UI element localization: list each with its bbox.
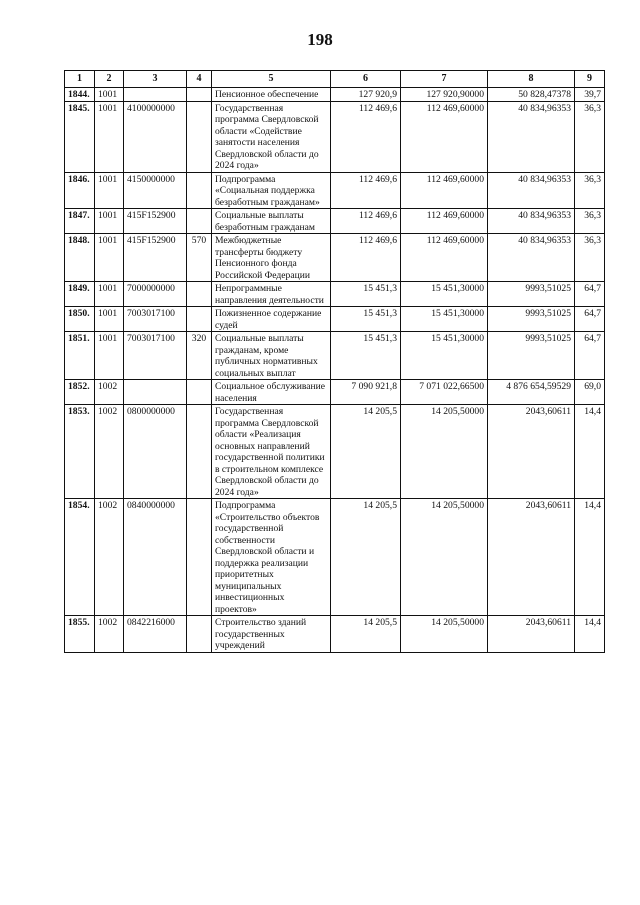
page-number: 198 (307, 30, 333, 49)
adjusted-amount: 14 205,50000 (401, 616, 488, 653)
adjusted-amount: 112 469,60000 (401, 234, 488, 282)
target-article-code: 7003017100 (124, 307, 187, 332)
table-row (65, 332, 605, 380)
table-row (65, 101, 605, 172)
executed-amount: 9993,51025 (488, 282, 575, 307)
item-name: Пожизненное содержание судей (212, 307, 331, 332)
expense-type-code (187, 380, 212, 405)
expense-type-code (187, 88, 212, 102)
row-number: 1853. (65, 405, 95, 499)
item-name: Непрограммные направления деятельности (212, 282, 331, 307)
planned-amount: 127 920,9 (331, 88, 401, 102)
table-row (65, 616, 605, 653)
section-code: 1001 (95, 101, 124, 172)
budget-table (64, 70, 605, 653)
column-header: 4 (187, 71, 212, 88)
column-header: 8 (488, 71, 575, 88)
table-row (65, 307, 605, 332)
column-header: 5 (212, 71, 331, 88)
execution-percent: 14,4 (575, 616, 605, 653)
table-row (65, 234, 605, 282)
executed-amount: 2043,60611 (488, 499, 575, 616)
item-name: Государственная программа Свердловской области «Содействие занятости населения Свердловской области до 2024 года» (212, 101, 331, 172)
planned-amount: 15 451,3 (331, 307, 401, 332)
table-row (65, 172, 605, 209)
target-article-code: 7003017100 (124, 332, 187, 380)
execution-percent: 39,7 (575, 88, 605, 102)
section-code: 1001 (95, 209, 124, 234)
execution-percent: 14,4 (575, 405, 605, 499)
row-number: 1845. (65, 101, 95, 172)
section-code: 1001 (95, 234, 124, 282)
expense-type-code (187, 282, 212, 307)
section-code: 1001 (95, 307, 124, 332)
adjusted-amount: 127 920,90000 (401, 88, 488, 102)
executed-amount: 40 834,96353 (488, 234, 575, 282)
target-article-code (124, 380, 187, 405)
header-row (65, 71, 605, 88)
expense-type-code (187, 405, 212, 499)
execution-percent: 36,3 (575, 101, 605, 172)
item-name: Социальные выплаты безработным гражданам (212, 209, 331, 234)
target-article-code: 415F152900 (124, 234, 187, 282)
column-header: 6 (331, 71, 401, 88)
section-code: 1001 (95, 88, 124, 102)
adjusted-amount: 14 205,50000 (401, 499, 488, 616)
execution-percent: 36,3 (575, 234, 605, 282)
target-article-code: 4150000000 (124, 172, 187, 209)
section-code: 1002 (95, 499, 124, 616)
execution-percent: 64,7 (575, 282, 605, 307)
planned-amount: 15 451,3 (331, 282, 401, 307)
planned-amount: 14 205,5 (331, 405, 401, 499)
column-header: 7 (401, 71, 488, 88)
section-code: 1001 (95, 172, 124, 209)
item-name: Пенсионное обеспечение (212, 88, 331, 102)
expense-type-code (187, 209, 212, 234)
adjusted-amount: 112 469,60000 (401, 101, 488, 172)
section-code: 1002 (95, 405, 124, 499)
row-number: 1852. (65, 380, 95, 405)
adjusted-amount: 15 451,30000 (401, 282, 488, 307)
executed-amount: 50 828,47378 (488, 88, 575, 102)
execution-percent: 36,3 (575, 209, 605, 234)
planned-amount: 15 451,3 (331, 332, 401, 380)
expense-type-code (187, 616, 212, 653)
executed-amount: 2043,60611 (488, 616, 575, 653)
row-number: 1844. (65, 88, 95, 102)
table-row (65, 380, 605, 405)
item-name: Государственная программа Свердловской области «Реализация основных направлений государственной политики в строительном комплексе Свердловской области до 2024 года» (212, 405, 331, 499)
target-article-code: 0800000000 (124, 405, 187, 499)
target-article-code: 0842216000 (124, 616, 187, 653)
executed-amount: 40 834,96353 (488, 101, 575, 172)
execution-percent: 64,7 (575, 307, 605, 332)
planned-amount: 112 469,6 (331, 234, 401, 282)
executed-amount: 2043,60611 (488, 405, 575, 499)
target-article-code: 7000000000 (124, 282, 187, 307)
item-name: Строительство зданий государственных учреждений (212, 616, 331, 653)
planned-amount: 14 205,5 (331, 616, 401, 653)
table-row (65, 405, 605, 499)
section-code: 1002 (95, 616, 124, 653)
target-article-code: 0840000000 (124, 499, 187, 616)
planned-amount: 112 469,6 (331, 101, 401, 172)
row-number: 1854. (65, 499, 95, 616)
expense-type-code (187, 101, 212, 172)
section-code: 1002 (95, 380, 124, 405)
table-row (65, 499, 605, 616)
executed-amount: 40 834,96353 (488, 209, 575, 234)
row-number: 1847. (65, 209, 95, 234)
table-row (65, 209, 605, 234)
expense-type-code: 320 (187, 332, 212, 380)
executed-amount: 9993,51025 (488, 332, 575, 380)
item-name: Межбюджетные трансферты бюджету Пенсионного фонда Российской Федерации (212, 234, 331, 282)
execution-percent: 14,4 (575, 499, 605, 616)
expense-type-code (187, 499, 212, 616)
adjusted-amount: 112 469,60000 (401, 209, 488, 234)
execution-percent: 36,3 (575, 172, 605, 209)
planned-amount: 112 469,6 (331, 209, 401, 234)
section-code: 1001 (95, 282, 124, 307)
executed-amount: 4 876 654,59529 (488, 380, 575, 405)
item-name: Подпрограмма «Социальная поддержка безработным гражданам» (212, 172, 331, 209)
planned-amount: 7 090 921,8 (331, 380, 401, 405)
row-number: 1846. (65, 172, 95, 209)
execution-percent: 64,7 (575, 332, 605, 380)
table-row (65, 88, 605, 102)
adjusted-amount: 15 451,30000 (401, 332, 488, 380)
expense-type-code: 570 (187, 234, 212, 282)
executed-amount: 9993,51025 (488, 307, 575, 332)
item-name: Социальные выплаты гражданам, кроме публичных нормативных социальных выплат (212, 332, 331, 380)
column-header: 9 (575, 71, 605, 88)
adjusted-amount: 7 071 022,66500 (401, 380, 488, 405)
adjusted-amount: 15 451,30000 (401, 307, 488, 332)
table-row (65, 282, 605, 307)
adjusted-amount: 14 205,50000 (401, 405, 488, 499)
row-number: 1851. (65, 332, 95, 380)
row-number: 1850. (65, 307, 95, 332)
column-header: 2 (95, 71, 124, 88)
section-code: 1001 (95, 332, 124, 380)
planned-amount: 14 205,5 (331, 499, 401, 616)
execution-percent: 69,0 (575, 380, 605, 405)
expense-type-code (187, 172, 212, 209)
target-article-code: 4100000000 (124, 101, 187, 172)
target-article-code: 415F152900 (124, 209, 187, 234)
row-number: 1848. (65, 234, 95, 282)
target-article-code (124, 88, 187, 102)
item-name: Подпрограмма «Строительство объектов государственной собственности Свердловской области и поддержка реализации приоритетных муниципальных инвестиционных проектов» (212, 499, 331, 616)
item-name: Социальное обслуживание населения (212, 380, 331, 405)
planned-amount: 112 469,6 (331, 172, 401, 209)
row-number: 1855. (65, 616, 95, 653)
expense-type-code (187, 307, 212, 332)
row-number: 1849. (65, 282, 95, 307)
column-header: 3 (124, 71, 187, 88)
adjusted-amount: 112 469,60000 (401, 172, 488, 209)
column-header: 1 (65, 71, 95, 88)
executed-amount: 40 834,96353 (488, 172, 575, 209)
